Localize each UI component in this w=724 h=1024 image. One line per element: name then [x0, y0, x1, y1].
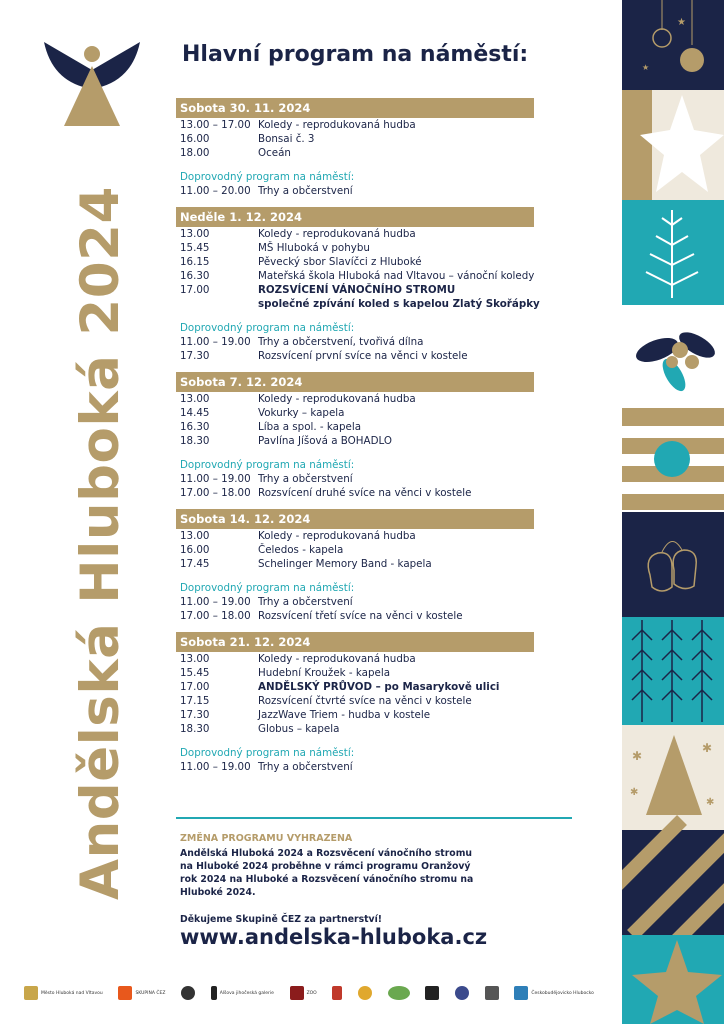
divider	[176, 817, 572, 819]
program-row: 17.30 JazzWave Triem - hudba v kostele	[180, 709, 431, 721]
partner-logo	[388, 986, 410, 1000]
partner-logo	[358, 986, 372, 1000]
side-program-row: 11.00 – 19.00 Trhy a občerstvení, tvořivá dílna	[180, 336, 424, 348]
oval-logo-icon	[388, 986, 410, 1000]
svg-text:✱: ✱	[632, 749, 643, 763]
partner-logo	[425, 986, 439, 1000]
footer	[180, 832, 480, 926]
side-program-label: Doprovodný program na náměstí:	[180, 322, 355, 334]
program-row: 18.00 Oceán	[180, 147, 291, 159]
program-row: 16.00 Čeledos - kapela	[180, 544, 344, 556]
program-row: 13.00 Koledy - reprodukovaná hudba	[180, 228, 416, 240]
round-crest-icon	[455, 986, 469, 1000]
program-column	[176, 40, 572, 773]
decorative-strip	[622, 0, 724, 1024]
day-title: Neděle 1. 12. 2024	[176, 207, 534, 227]
program-row: 13.00 Koledy - reprodukovaná hudba	[180, 530, 416, 542]
partner-logos	[24, 978, 594, 1008]
program-row-highlight: společné zpívání koled s kapelou Zlatý Skořápky	[258, 298, 540, 310]
side-program-row: 17.00 – 18.00 Rozsvícení druhé svíce na věnci v kostele	[180, 487, 472, 499]
partner-logo: ZOO	[290, 986, 317, 1000]
partner-logo	[455, 986, 469, 1000]
svg-text:★: ★	[642, 63, 650, 72]
day-title: Sobota 7. 12. 2024	[176, 372, 534, 392]
castle-logo-icon	[425, 986, 439, 1000]
side-program-row: 11.00 – 19.00 Trhy a občerstvení	[180, 473, 353, 485]
side-program-row: 11.00 – 20.00 Trhy a občerstvení	[180, 185, 353, 197]
svg-text:✱: ✱	[706, 797, 715, 808]
program-row: 16.30 Líba a spol. - kapela	[180, 421, 362, 433]
program-row: 18.30 Pavlína Jíšová a BOHADLO	[180, 435, 392, 447]
side-program-label: Doprovodný program na náměstí:	[180, 459, 355, 471]
program-row: 13.00 – 17.00 Koledy - reprodukovaná hudba	[180, 119, 416, 131]
page-title: Hlavní program na náměstí:	[182, 42, 529, 67]
svg-text:✱: ✱	[630, 787, 639, 798]
day-block	[176, 509, 534, 623]
shield-logo-icon	[485, 986, 499, 1000]
gallery-logo-icon	[211, 986, 217, 1000]
partner-logo: Českobudějovicko Hlubocko	[514, 986, 594, 1000]
program-row: 13.00 Koledy - reprodukovaná hudba	[180, 653, 416, 665]
heart-logo-icon	[332, 986, 342, 1000]
website-link[interactable]: www.andelska-hluboka.cz	[180, 925, 488, 949]
day-block	[176, 632, 534, 774]
side-program-label: Doprovodný program na náměstí:	[180, 747, 355, 759]
region-logo-icon	[514, 986, 528, 1000]
day-title: Sobota 14. 12. 2024	[176, 509, 534, 529]
day-title: Sobota 30. 11. 2024	[176, 98, 534, 118]
svg-text:★: ★	[677, 17, 686, 28]
svg-text:✱: ✱	[702, 741, 713, 755]
side-program-row: 17.30 Rozsvícení první svíce na věnci v kostele	[180, 350, 468, 362]
program-row: 17.45 Schelinger Memory Band - kapela	[180, 558, 432, 570]
program-row: 17.15 Rozsvícení čtvrté svíce na věnci v kostele	[180, 695, 472, 707]
side-program-label: Doprovodný program na náměstí:	[180, 171, 355, 183]
partner-logo	[332, 986, 342, 1000]
thanks-text: Děkujeme Skupině ČEZ za partnerství!	[180, 914, 383, 925]
crest-icon	[24, 986, 38, 1000]
program-row: 13.00 Koledy - reprodukovaná hudba	[180, 393, 416, 405]
program-row: 16.30 Mateřská škola Hluboká nad Vltavou – vánoční koledy	[180, 270, 535, 282]
partner-logo	[181, 986, 195, 1000]
change-notice: ZMĚNA PROGRAMU VYHRAZENA	[180, 833, 353, 844]
partner-logo: SKUPINA ČEZ	[118, 986, 165, 1000]
program-row: 15.45 MŠ Hluboká v pohybu	[180, 242, 370, 254]
circle-logo-icon	[181, 986, 195, 1000]
side-program-row: 17.00 – 18.00 Rozsvícení třetí svíce na věnci v kostele	[180, 610, 463, 622]
program-row: 18.30 Globus – kapela	[180, 723, 340, 735]
day-block	[176, 98, 534, 198]
program-row-highlight: 17.00 ROZSVÍCENÍ VÁNOČNÍHO STROMU	[180, 284, 456, 296]
side-program-row: 11.00 – 19.00 Trhy a občerstvení	[180, 761, 353, 773]
program-row: 16.15 Pěvecký sbor Slavíčci z Hluboké	[180, 256, 422, 268]
footer-text: Andělská Hluboká 2024 a Rozsvěcení vánočního stromu na Hluboké 2024 proběhne v rámci programu Oranžový rok 2024 na Hluboké a Rozsvěcení vánočního stromu na Hluboké 2024.	[180, 848, 474, 898]
day-title: Sobota 21. 12. 2024	[176, 632, 534, 652]
day-block	[176, 207, 540, 363]
program-row: 15.45 Hudební Kroužek - kapela	[180, 667, 391, 679]
side-program-label: Doprovodný program na náměstí:	[180, 582, 355, 594]
sun-logo-icon	[358, 986, 372, 1000]
side-program-row: 11.00 – 19.00 Trhy a občerstvení	[180, 596, 353, 608]
program-days	[176, 98, 540, 783]
day-block	[176, 372, 534, 500]
program-row: 16.00 Bonsai č. 3	[180, 133, 315, 145]
partner-logo: Město Hluboká nad Vltavou	[24, 986, 103, 1000]
program-row: 14.45 Vokurky – kapela	[180, 407, 345, 419]
angel-icon	[42, 40, 142, 128]
vertical-title: Andělská Hluboká 2024	[70, 186, 131, 900]
partner-logo	[485, 986, 499, 1000]
cez-logo-icon	[118, 986, 132, 1000]
partner-logo: Alšova jihočeská galerie	[211, 986, 274, 1000]
zoo-logo-icon	[290, 986, 304, 1000]
program-row-highlight: 17.00 ANDĚLSKÝ PRŮVOD – po Masarykově ulici	[180, 681, 500, 693]
